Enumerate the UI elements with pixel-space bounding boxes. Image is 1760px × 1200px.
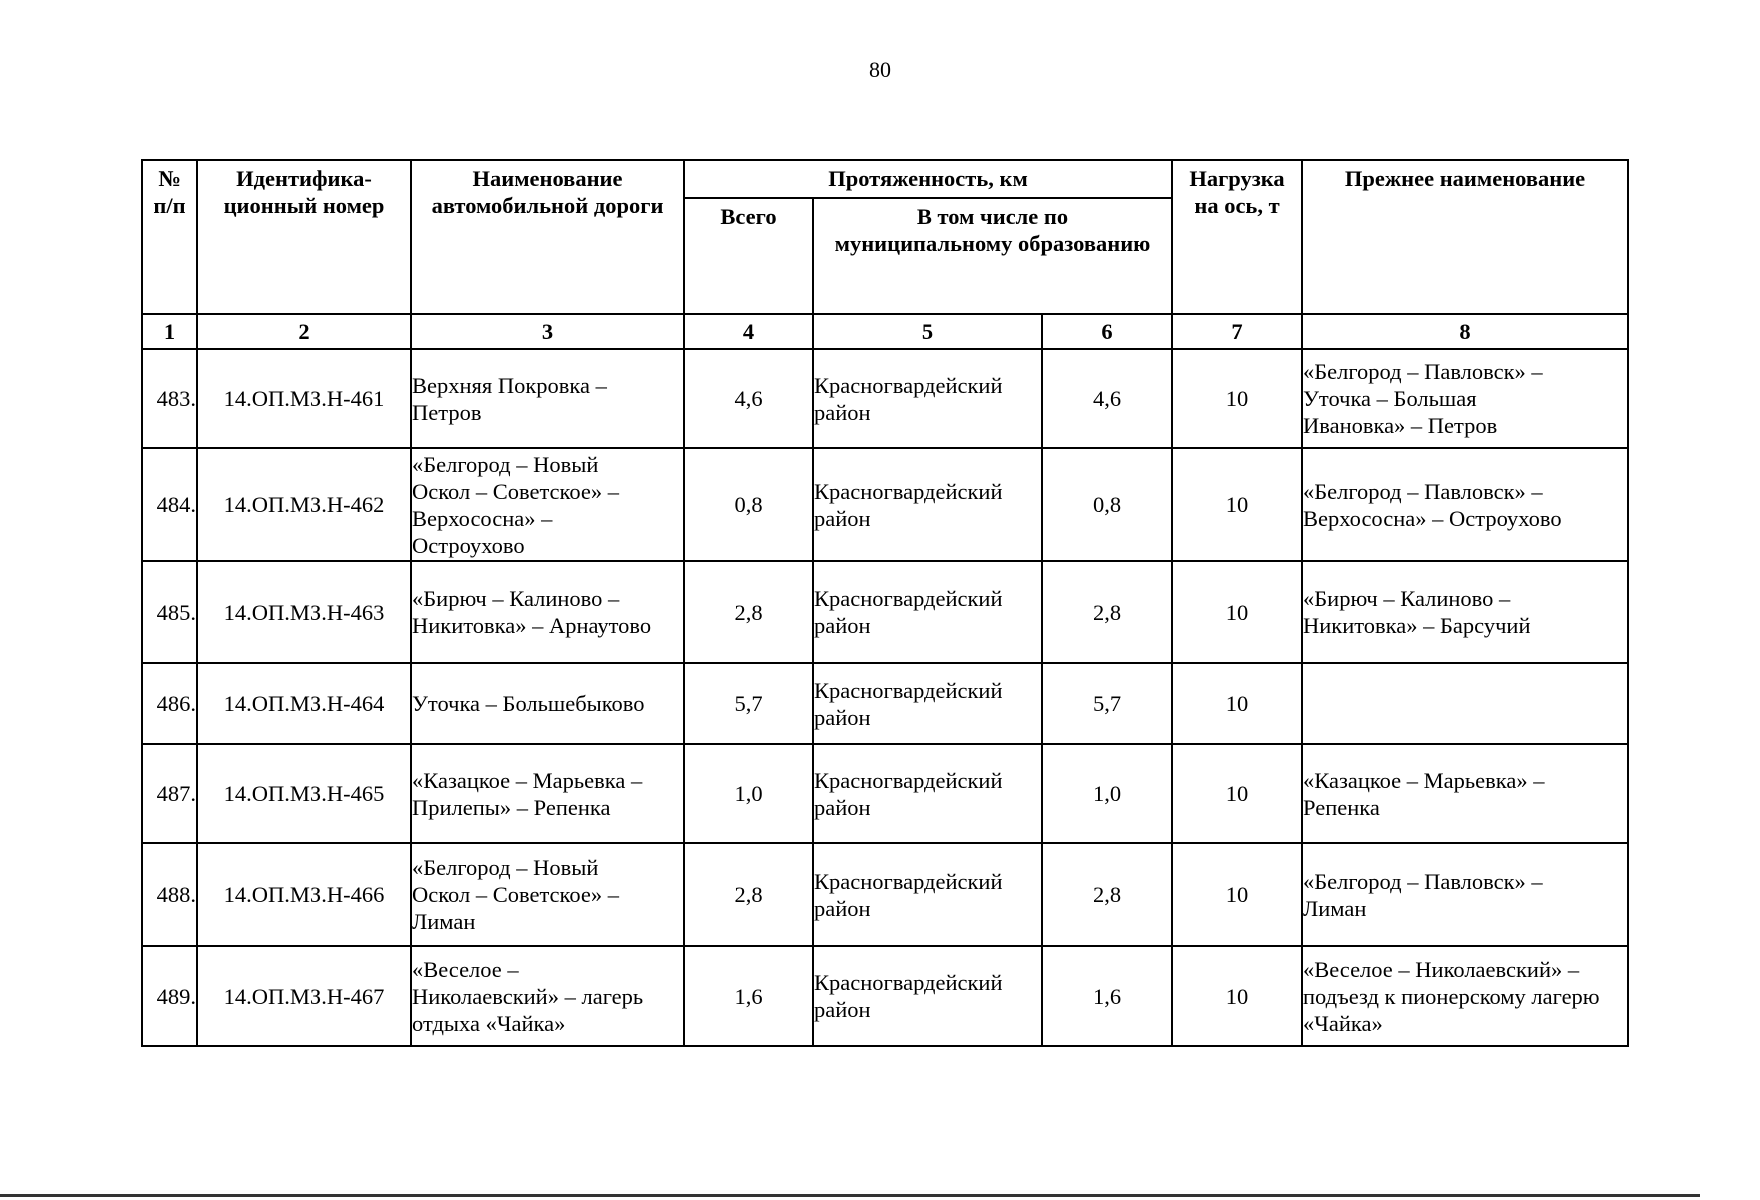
row-district: Красногвардейский район bbox=[813, 843, 1042, 946]
header-road-name: Наименование автомобильной дороги bbox=[411, 160, 684, 314]
header-total: Всего bbox=[684, 198, 813, 314]
header-former-name: Прежнее наименование bbox=[1302, 160, 1628, 314]
row-total-length: 2,8 bbox=[684, 561, 813, 663]
row-axle-load: 10 bbox=[1172, 663, 1302, 744]
row-num: 488. bbox=[142, 843, 197, 946]
bottom-rule bbox=[0, 1194, 1700, 1197]
column-number: 2 bbox=[197, 314, 411, 349]
row-district-length: 0,8 bbox=[1042, 448, 1172, 561]
row-district: Красногвардейский район bbox=[813, 663, 1042, 744]
row-total-length: 5,7 bbox=[684, 663, 813, 744]
row-axle-load: 10 bbox=[1172, 744, 1302, 843]
row-district-length: 5,7 bbox=[1042, 663, 1172, 744]
row-total-length: 1,6 bbox=[684, 946, 813, 1046]
header-num: № п/п bbox=[142, 160, 197, 314]
row-num: 484. bbox=[142, 448, 197, 561]
row-district: Красногвардейский район bbox=[813, 744, 1042, 843]
row-road-name: «Белгород – Новый Оскол – Советское» – Лиман bbox=[411, 843, 684, 946]
row-total-length: 0,8 bbox=[684, 448, 813, 561]
row-road-name: «Белгород – Новый Оскол – Советское» – Верхососна» – Остроухово bbox=[411, 448, 684, 561]
column-number: 1 bbox=[142, 314, 197, 349]
row-former-name: «Веселое – Николаевский» – подъезд к пионерскому лагерю «Чайка» bbox=[1302, 946, 1628, 1046]
header-length: Протяженность, км bbox=[684, 160, 1172, 198]
row-former-name: «Бирюч – Калиново – Никитовка» – Барсучий bbox=[1302, 561, 1628, 663]
column-number: 7 bbox=[1172, 314, 1302, 349]
row-district: Красногвардейский район bbox=[813, 349, 1042, 448]
row-road-name: Уточка – Большебыково bbox=[411, 663, 684, 744]
row-former-name: «Белгород – Павловск» – Уточка – Большая Ивановка» – Петров bbox=[1302, 349, 1628, 448]
table-row bbox=[142, 663, 1628, 744]
table-row bbox=[142, 448, 1628, 561]
header-row-top bbox=[142, 160, 1628, 198]
header-id: Идентифика- ционный номер bbox=[197, 160, 411, 314]
row-id: 14.ОП.МЗ.Н-465 bbox=[197, 744, 411, 843]
column-number: 4 bbox=[684, 314, 813, 349]
row-num: 485. bbox=[142, 561, 197, 663]
row-district: Красногвардейский район bbox=[813, 561, 1042, 663]
row-district-length: 1,6 bbox=[1042, 946, 1172, 1046]
row-id: 14.ОП.МЗ.Н-462 bbox=[197, 448, 411, 561]
row-road-name: Верхняя Покровка – Петров bbox=[411, 349, 684, 448]
row-former-name: «Белгород – Павловск» – Верхососна» – Остроухово bbox=[1302, 448, 1628, 561]
page-number: 80 bbox=[869, 57, 891, 82]
row-id: 14.ОП.МЗ.Н-466 bbox=[197, 843, 411, 946]
row-axle-load: 10 bbox=[1172, 349, 1302, 448]
row-id: 14.ОП.МЗ.Н-464 bbox=[197, 663, 411, 744]
row-axle-load: 10 bbox=[1172, 946, 1302, 1046]
row-former-name: «Белгород – Павловск» – Лиман bbox=[1302, 843, 1628, 946]
row-total-length: 2,8 bbox=[684, 843, 813, 946]
table-row bbox=[142, 349, 1628, 448]
column-number: 5 bbox=[813, 314, 1042, 349]
column-number: 8 bbox=[1302, 314, 1628, 349]
row-district-length: 4,6 bbox=[1042, 349, 1172, 448]
row-total-length: 4,6 bbox=[684, 349, 813, 448]
column-number-row bbox=[142, 314, 1628, 349]
row-district-length: 2,8 bbox=[1042, 561, 1172, 663]
roads-table bbox=[141, 159, 1629, 1047]
column-number: 6 bbox=[1042, 314, 1172, 349]
header-incl-municipal: В том числе по муниципальному образованию bbox=[813, 198, 1172, 314]
row-axle-load: 10 bbox=[1172, 843, 1302, 946]
column-number: 3 bbox=[411, 314, 684, 349]
row-num: 487. bbox=[142, 744, 197, 843]
row-road-name: «Веселое – Николаевский» – лагерь отдыха «Чайка» bbox=[411, 946, 684, 1046]
row-num: 483. bbox=[142, 349, 197, 448]
row-district-length: 1,0 bbox=[1042, 744, 1172, 843]
table-row bbox=[142, 744, 1628, 843]
row-axle-load: 10 bbox=[1172, 448, 1302, 561]
row-district: Красногвардейский район bbox=[813, 946, 1042, 1046]
table-row bbox=[142, 946, 1628, 1046]
table-row bbox=[142, 843, 1628, 946]
table-row bbox=[142, 561, 1628, 663]
row-num: 489. bbox=[142, 946, 197, 1046]
row-num: 486. bbox=[142, 663, 197, 744]
row-id: 14.ОП.МЗ.Н-467 bbox=[197, 946, 411, 1046]
row-former-name bbox=[1302, 663, 1628, 744]
row-road-name: «Бирюч – Калиново – Никитовка» – Арнаутово bbox=[411, 561, 684, 663]
row-id: 14.ОП.МЗ.Н-463 bbox=[197, 561, 411, 663]
row-district-length: 2,8 bbox=[1042, 843, 1172, 946]
row-road-name: «Казацкое – Марьевка – Прилепы» – Репенка bbox=[411, 744, 684, 843]
row-id: 14.ОП.МЗ.Н-461 bbox=[197, 349, 411, 448]
row-former-name: «Казацкое – Марьевка» – Репенка bbox=[1302, 744, 1628, 843]
header-axle-load: Нагрузка на ось, т bbox=[1172, 160, 1302, 314]
row-total-length: 1,0 bbox=[684, 744, 813, 843]
row-axle-load: 10 bbox=[1172, 561, 1302, 663]
row-district: Красногвардейский район bbox=[813, 448, 1042, 561]
